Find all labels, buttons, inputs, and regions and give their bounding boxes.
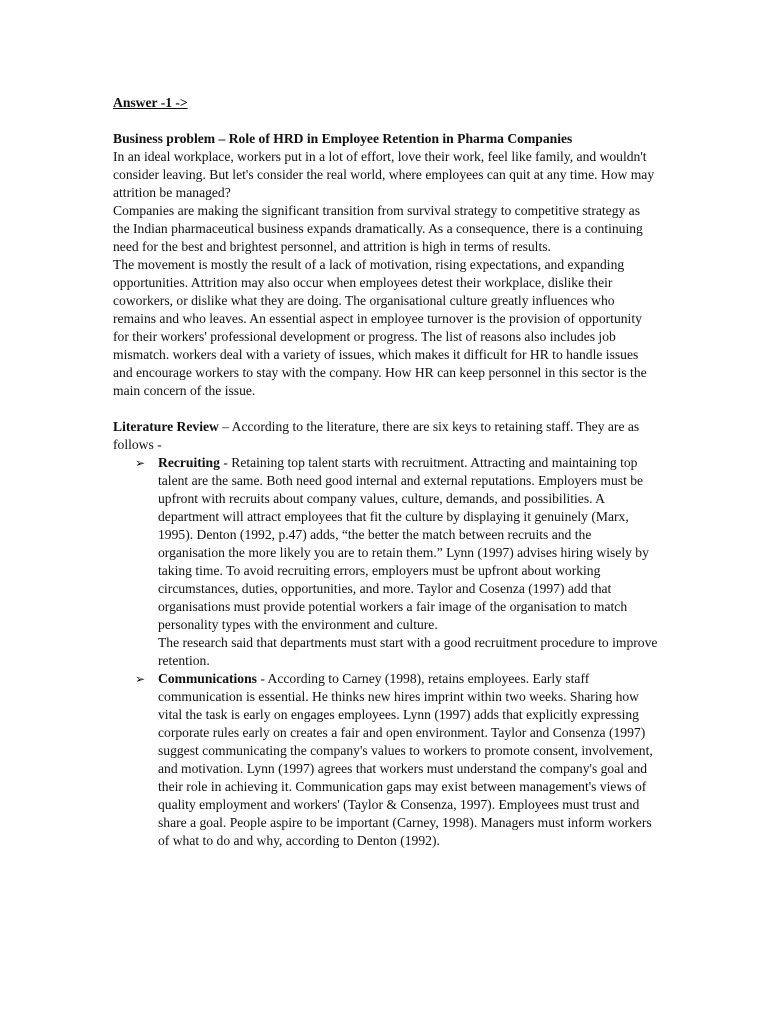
retention-keys-list bbox=[113, 454, 658, 850]
communications-text: - According to Carney (1998), retains employees. Early staff communication is essential. He thinks new hires imprint within two weeks. Sharing how vital the task is early on engages employees. Lynn (1997) adds that explicitly expressing corporate rules early on creates a fair and open environment. Taylor and Consenza (1997) suggest communicating the company's values to workers to promote consent, involvement, and motivation. Lynn (1997) agrees that workers must understand the company's goal and their role in achieving it. Communication gaps may exist between management's views of quality employment and workers' (Taylor & Consenza, 1997). Employees must trust and share a goal. People aspire to be important (Carney, 1998). Managers must inform workers of what to do and why, according to Denton (1992). bbox=[158, 671, 653, 848]
section-spacer bbox=[113, 400, 658, 418]
arrow-bullet-icon: ➢ bbox=[135, 672, 146, 686]
literature-review-label: Literature Review bbox=[113, 419, 219, 434]
answer-heading: Answer -1 -> bbox=[113, 95, 188, 110]
communications-term: Communications bbox=[158, 671, 257, 686]
business-problem-title: Business problem – Role of HRD in Employee Retention in Pharma Companies bbox=[113, 131, 573, 146]
literature-review-intro bbox=[113, 418, 658, 454]
business-problem-paragraph-3: The movement is mostly the result of a lack of motivation, rising expectations, and expanding opportunities. Attrition may also occur when employees detest their workplace, dislike their coworkers, or dislike what they are doing. The organisational culture greatly influences who remains and who leaves. An essential aspect in employee turnover is the provision of opportunity for their workers' professional development or progress. The list of reasons also includes job mismatch. workers deal with a variety of issues, which makes it difficult for HR to handle issues and encourage workers to stay with the company. How HR can keep personnel in this sector is the main concern of the issue. bbox=[113, 257, 647, 398]
list-item-communications bbox=[135, 670, 658, 850]
literature-review-intro-text: – According to the literature, there are six keys to retaining staff. They are as follows - bbox=[113, 419, 640, 452]
business-problem-paragraph-2: Companies are making the significant transition from survival strategy to competitive strategy as the Indian pharmaceutical business expands dramatically. As a consequence, there is a continuing need for the best and brightest personnel, and attrition is high in terms of results. bbox=[113, 203, 643, 254]
recruiting-conclusion: The research said that departments must start with a good recruitment procedure to improve retention. bbox=[158, 635, 658, 668]
recruiting-term: Recruiting bbox=[158, 455, 220, 470]
arrow-bullet-icon: ➢ bbox=[135, 456, 146, 470]
recruiting-text: - Retaining top talent starts with recruitment. Attracting and maintaining top talent are the same. Both need good internal and external reputations. Employers must be upfront with recruits about company values, culture, demands, and possibilities. A department will attract employees that fit the culture by displaying it genuinely (Marx, 1995). Denton (1992, p.47) adds, “the better the match between recruits and the organisation the more likely you are to retain them.” Lynn (1997) advises hiring wisely by taking time. To avoid recruiting errors, employers must be upfront about working circumstances, duties, opportunities, and more. Taylor and Cosenza (1997) add that organisations must provide potential workers a fair image of the organisation to match personality types with the environment and culture. bbox=[158, 455, 649, 632]
list-item-recruiting bbox=[135, 454, 658, 670]
business-problem-paragraph-1: In an ideal workplace, workers put in a lot of effort, love their work, feel like family, and wouldn't consider leaving. But let's consider the real world, where employees can quit at any time. How may attrition be managed? bbox=[113, 149, 655, 200]
